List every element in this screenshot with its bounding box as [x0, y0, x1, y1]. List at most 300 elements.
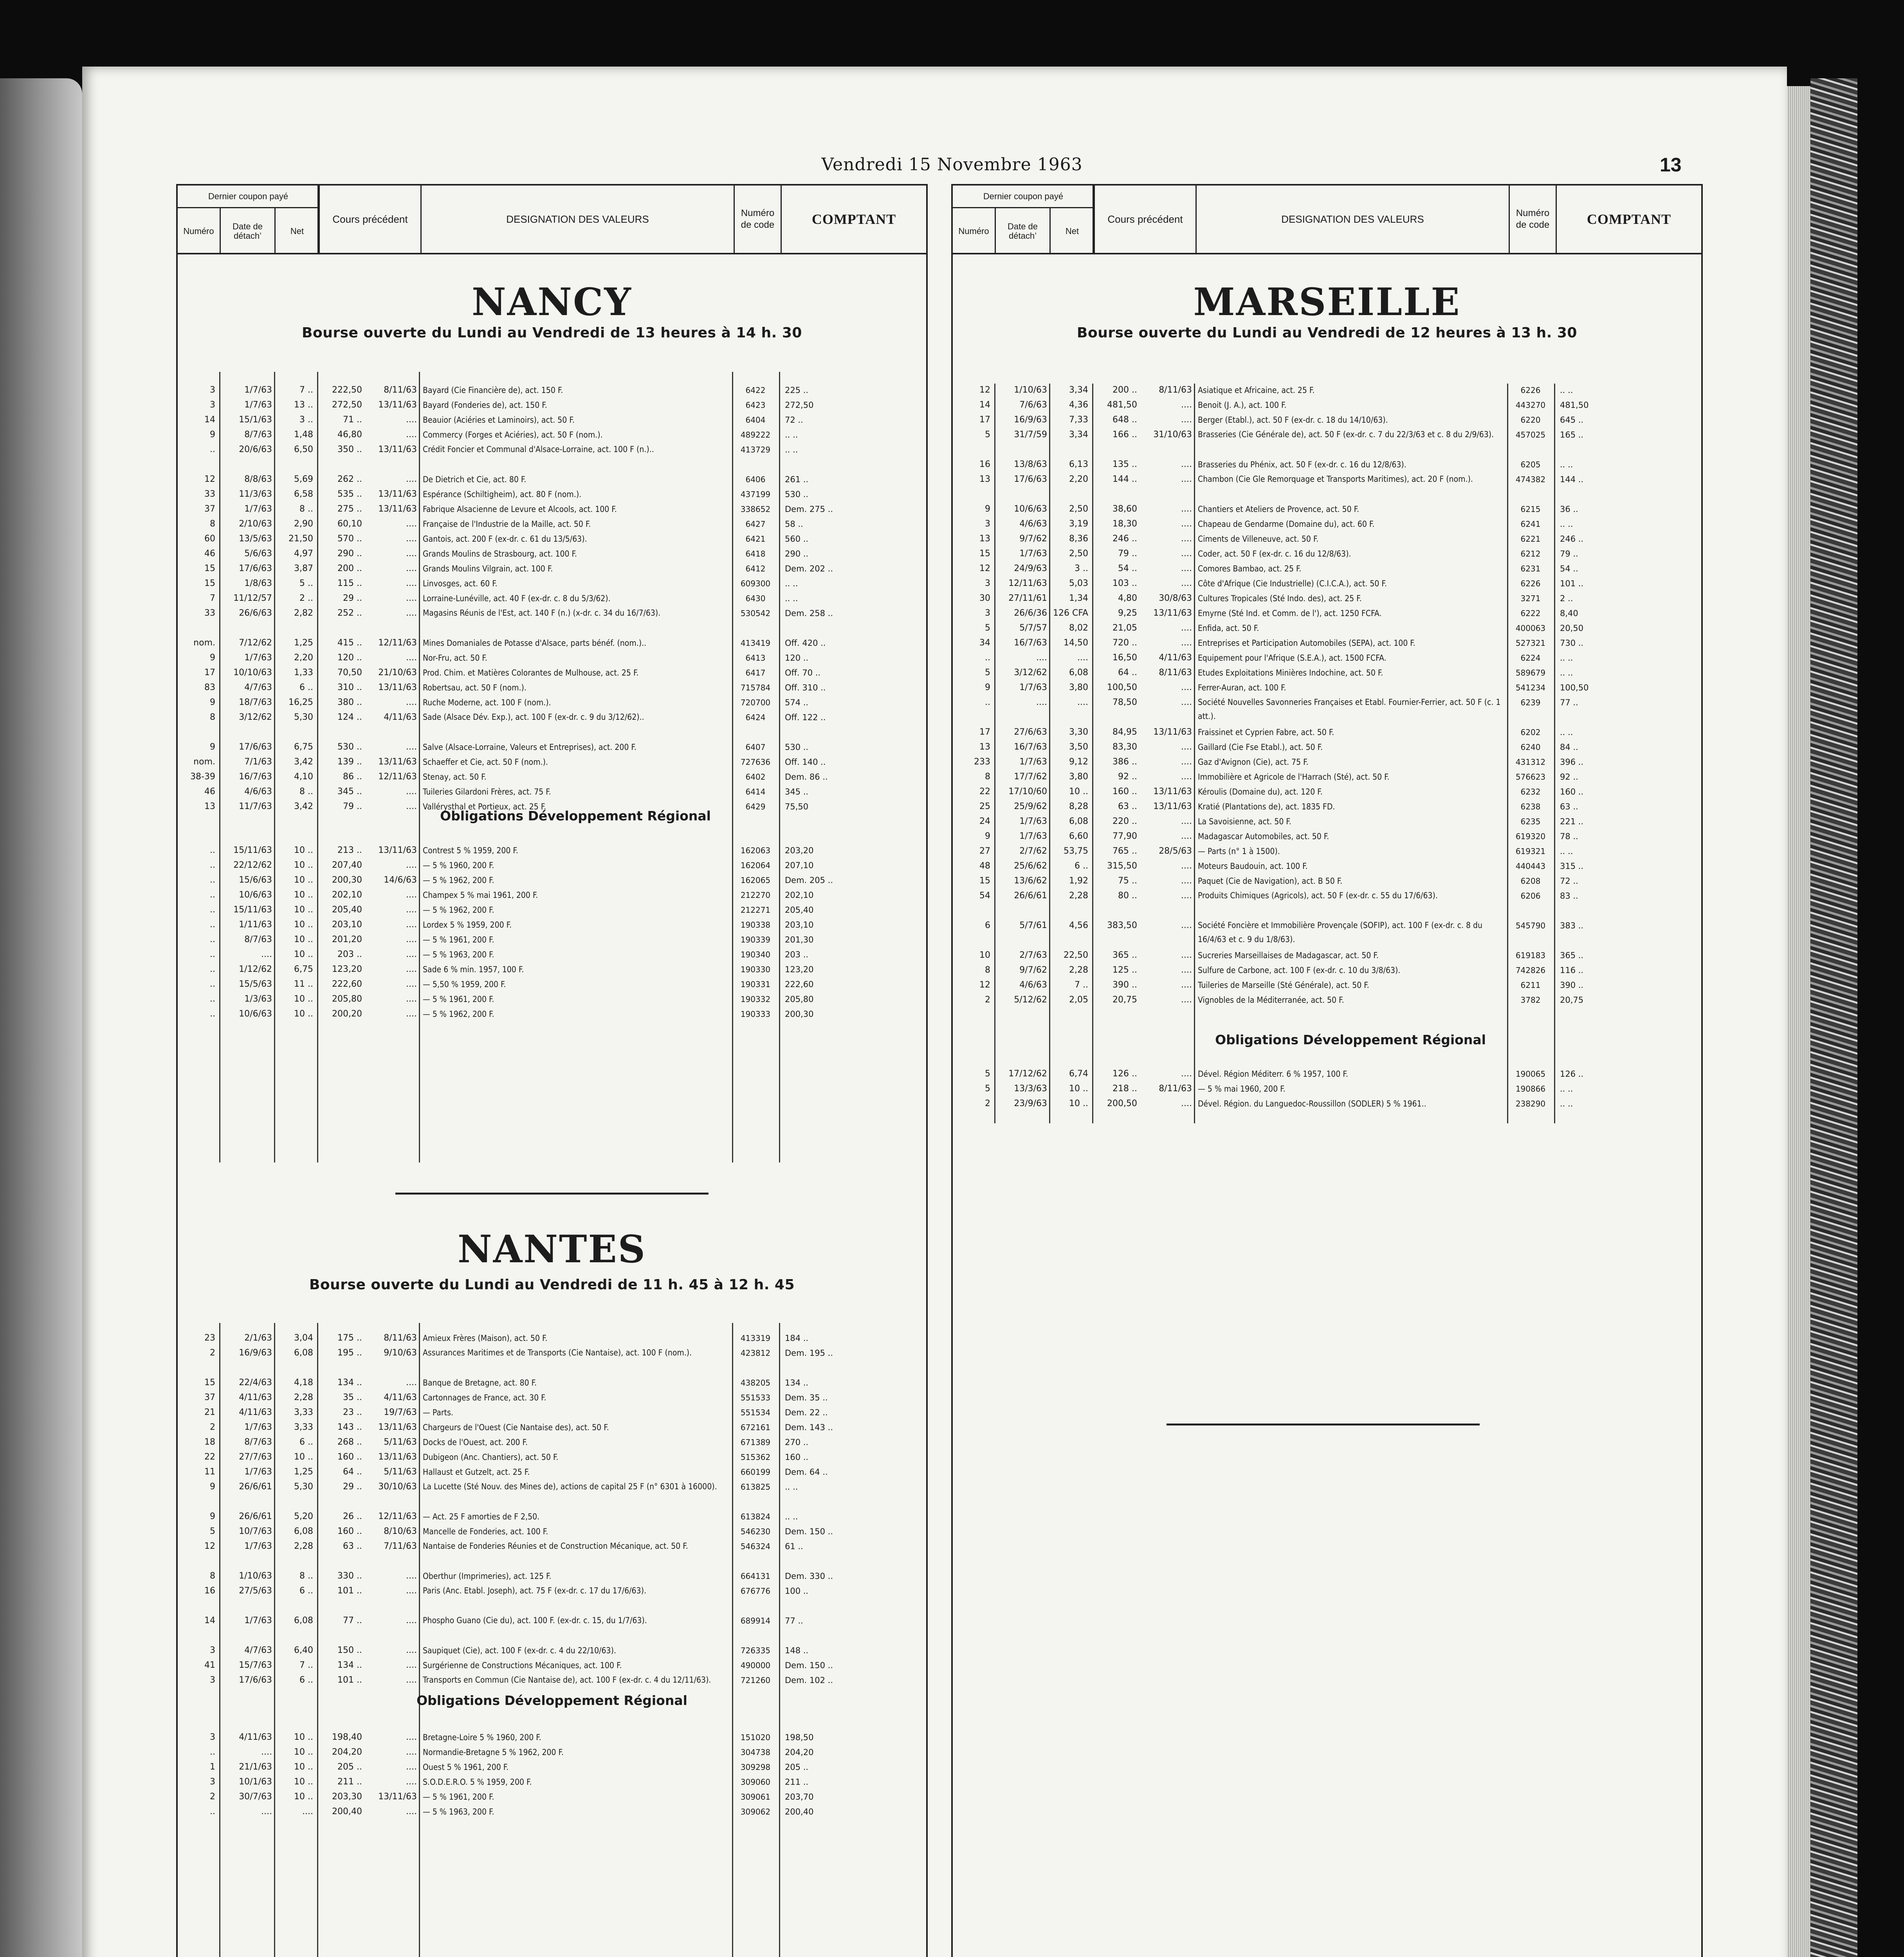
cell-net: 2,28: [294, 1541, 313, 1551]
cell-designation: Comores Bambao, act. 25 F.: [1198, 564, 1302, 573]
cell-numero: 5: [985, 1084, 990, 1094]
cell-net: 5,30: [294, 1482, 313, 1492]
cell-date: ....: [1036, 697, 1047, 707]
nantes-title: NANTES: [458, 1227, 646, 1271]
marseille-subtitle: Bourse ouverte du Lundi au Vendredi de 12 heures à 13 h. 30: [1077, 325, 1577, 341]
cell-date: 17/6/63: [239, 742, 272, 752]
cell-code: 6206: [1520, 891, 1541, 901]
cell-date: 11/7/63: [239, 802, 272, 811]
cell-cours-date: ....: [406, 415, 417, 425]
cell-net: 8,36: [1069, 534, 1088, 544]
cell-net: 5 ..: [299, 578, 313, 588]
cell-numero: 13: [979, 742, 990, 752]
cell-cours-date: ....: [406, 742, 417, 752]
cell-net: 8 ..: [299, 1571, 313, 1581]
table-row: [176, 1730, 928, 1745]
cell-comptant: .. ..: [1560, 519, 1573, 529]
cell-designation: Fabrique Alsacienne de Levure et Alcools, act. 100 F.: [423, 505, 617, 514]
cell-numero: 22: [204, 1452, 215, 1462]
cell-cours: 9,25: [1118, 608, 1137, 618]
cell-comptant: 120 ..: [785, 653, 809, 663]
cell-net: 2 ..: [299, 593, 313, 603]
cell-net: 5,03: [1069, 578, 1088, 588]
cell-date: 4/6/63: [1019, 980, 1047, 990]
cell-designation: Espérance (Schiltigheim), act. 80 F (nom.).: [423, 490, 582, 499]
cell-code: 413319: [740, 1333, 771, 1343]
cell-numero: 18: [204, 1437, 215, 1447]
cell-net: 2,82: [294, 608, 313, 618]
cell-numero: 27: [979, 846, 990, 856]
cell-code: 6414: [745, 787, 766, 796]
cell-code: 720700: [740, 698, 771, 707]
table-row: [951, 546, 1703, 561]
cell-code: 190340: [740, 950, 771, 959]
cell-designation: Paquet (Cie de Navigation), act. B 50 F.: [1198, 876, 1343, 886]
cell-comptant: Dem. 202 ..: [785, 564, 833, 573]
table-row: [951, 963, 1703, 978]
table-row: [951, 769, 1703, 784]
cell-cours: 218 ..: [1112, 1084, 1137, 1094]
cell-date: 5/6/63: [244, 549, 272, 559]
cell-date: 1/7/63: [1019, 683, 1047, 692]
cell-net: 10 ..: [294, 860, 313, 870]
cell-designation: — 5 % mai 1960, 200 F.: [1198, 1084, 1286, 1094]
cell-comptant: 72 ..: [1560, 876, 1578, 886]
cell-numero: 8: [985, 965, 990, 975]
cell-date: 27/5/63: [239, 1586, 272, 1596]
cell-numero: 46: [204, 549, 215, 559]
cell-cours: 203,30: [332, 1792, 362, 1802]
cell-numero: 15: [204, 564, 215, 573]
cell-cours-date: ....: [406, 1747, 417, 1757]
cell-cours-date: ....: [1181, 831, 1192, 841]
col-designation: DESIGNATION DES VALEURS: [420, 186, 734, 253]
cell-designation: Crédit Foncier et Communal d'Alsace-Lorraine, act. 100 F (n.)..: [423, 445, 654, 454]
cell-designation: Française de l'Industrie de la Maille, act. 50 F.: [423, 519, 591, 529]
cell-code: 742826: [1515, 966, 1546, 975]
cell-cours-date: 28/5/63: [1159, 846, 1192, 856]
cell-cours-date: ....: [1181, 474, 1192, 484]
cell-net: 14,50: [1064, 638, 1088, 648]
col-numero: Numéro: [953, 208, 996, 254]
cell-date: 10/1/63: [239, 1777, 272, 1787]
cell-cours: 211 ..: [337, 1777, 362, 1787]
cell-date: 30/7/63: [239, 1792, 272, 1802]
cell-comptant: Dem. 102 ..: [785, 1676, 833, 1685]
cell-comptant: Dem. 195 ..: [785, 1348, 833, 1358]
cell-net: 3 ..: [1075, 564, 1088, 573]
cell-comptant: 246 ..: [1560, 534, 1584, 544]
cell-comptant: 78 ..: [1560, 832, 1578, 841]
cell-numero: 9: [985, 683, 990, 692]
cell-comptant: 345 ..: [785, 787, 809, 796]
cell-cours-date: 13/11/63: [378, 1422, 417, 1432]
cell-net: 2,28: [1069, 965, 1088, 975]
cell-net: 7 ..: [1075, 980, 1088, 990]
cell-cours: 386 ..: [1112, 757, 1137, 767]
table-row: [951, 725, 1703, 740]
cell-date: 8/7/63: [244, 430, 272, 440]
cell-comptant: 201,30: [785, 935, 814, 944]
cell-date: 22/12/62: [233, 860, 272, 870]
table-row: [176, 1420, 928, 1435]
marseille-obligations-rows: [951, 1067, 1703, 1111]
cell-date: 1/7/63: [244, 653, 272, 663]
cell-date: 7/6/63: [1019, 400, 1047, 410]
cell-cours-date: ....: [1181, 965, 1192, 975]
cell-code: 190330: [740, 965, 771, 974]
cell-designation: Lorraine-Lunéville, act. 40 F (ex-dr. c. 8 du 5/3/62).: [423, 594, 611, 603]
cell-net: 1,25: [294, 1467, 313, 1477]
cell-code: 6220: [1520, 415, 1541, 425]
cell-designation: Schaeffer et Cie, act. 50 F (nom.).: [423, 757, 548, 767]
cell-date: 10/6/63: [1014, 504, 1047, 514]
cell-comptant: 77 ..: [785, 1616, 803, 1625]
cell-code: 515362: [740, 1452, 771, 1462]
cell-cours: 365 ..: [1112, 950, 1137, 960]
cell-designation: Entreprises et Participation Automobiles (SEPA), act. 100 F.: [1198, 638, 1415, 648]
cell-code: 551533: [740, 1393, 771, 1402]
table-row: [176, 1658, 928, 1673]
cell-code: 672161: [740, 1423, 771, 1432]
cell-cours: 166 ..: [1112, 430, 1137, 440]
cell-date: 17/12/62: [1008, 1069, 1047, 1079]
table-row: [176, 1613, 928, 1643]
cell-comptant: Dem. 258 ..: [785, 609, 833, 618]
table-row: [951, 978, 1703, 993]
cell-cours: 720 ..: [1112, 638, 1137, 648]
cell-cours: 530 ..: [337, 742, 362, 752]
cell-designation: Sucreries Marseillaises de Madagascar, act. 50 F.: [1198, 951, 1379, 960]
table-row: [951, 665, 1703, 680]
cell-date: 1/7/63: [244, 1467, 272, 1477]
table-row: [951, 636, 1703, 651]
table-row: [176, 1435, 928, 1450]
cell-cours-date: ....: [406, 608, 417, 618]
cell-designation: Normandie-Bretagne 5 % 1962, 200 F.: [423, 1748, 564, 1757]
cell-comptant: .. ..: [785, 445, 798, 454]
cell-designation: Chargeurs de l'Ouest (Cie Nantaise des), act. 50 F.: [423, 1423, 609, 1432]
table-row: [951, 651, 1703, 665]
table-row: [176, 1346, 928, 1375]
cell-cours: 160 ..: [337, 1526, 362, 1536]
cell-designation: Benoit (J. A.), act. 100 F.: [1198, 400, 1287, 410]
cell-numero: 15: [979, 876, 990, 886]
nantes-obligations-rows: [176, 1730, 928, 1819]
cell-comptant: 730 ..: [1560, 638, 1584, 648]
cell-comptant: 2 ..: [1560, 594, 1573, 603]
cell-comptant: 383 ..: [1560, 921, 1584, 930]
cell-cours-date: ....: [406, 1732, 417, 1742]
cell-designation: Emyrne (Sté Ind. et Comm. de l'), act. 1250 FCFA.: [1198, 609, 1382, 618]
cell-comptant: 200,30: [785, 1009, 814, 1019]
cell-designation: Chapeau de Gendarme (Domaine du), act. 60 F.: [1198, 519, 1375, 529]
cell-designation: Contrest 5 % 1959, 200 F.: [423, 846, 518, 855]
table-row: [951, 427, 1703, 457]
cell-cours-date: ....: [1181, 950, 1192, 960]
cell-date: 26/6/36: [1014, 608, 1047, 618]
cell-numero: 16: [979, 460, 990, 469]
cell-designation: Ferrer-Auran, act. 100 F.: [1198, 683, 1286, 692]
cell-designation: Cultures Tropicales (Sté Indo. des), act. 25 F.: [1198, 594, 1362, 603]
table-row: [951, 784, 1703, 799]
cell-cours: 205,80: [332, 994, 362, 1004]
col-net: Net: [290, 226, 304, 236]
cell-cours: 268 ..: [337, 1437, 362, 1447]
cell-comptant: Dem. 150 ..: [785, 1527, 833, 1536]
cell-numero: ..: [210, 1009, 215, 1019]
cell-cours: 204,20: [332, 1747, 362, 1757]
cell-code: 541234: [1515, 683, 1546, 692]
cell-designation: Champex 5 % mai 1961, 200 F.: [423, 890, 538, 900]
cell-comptant: Off. 310 ..: [785, 683, 826, 692]
cell-date: 8/7/63: [244, 1437, 272, 1447]
cell-cours-date: 8/10/63: [384, 1526, 417, 1536]
cell-code: 437199: [740, 490, 771, 499]
cell-numero: 83: [204, 683, 215, 692]
cell-cours-date: 8/11/63: [1159, 1084, 1192, 1094]
cell-date: 15/7/63: [239, 1660, 272, 1670]
cell-date: 2/7/62: [1019, 846, 1047, 856]
cell-comptant: 144 ..: [1560, 475, 1584, 484]
cell-net: 8 ..: [299, 787, 313, 796]
cell-numero: 8: [210, 519, 215, 529]
cell-designation: Prod. Chim. et Matières Colorantes de Mulhouse, act. 25 F.: [423, 668, 639, 678]
cell-cours: 350 ..: [337, 445, 362, 454]
table-row: [951, 680, 1703, 695]
cell-net: 2,50: [1069, 549, 1088, 559]
cell-cours: 79 ..: [1118, 549, 1137, 559]
cell-cours: 310 ..: [337, 683, 362, 692]
cell-date: 4/11/63: [239, 1732, 272, 1742]
cell-code: 613825: [740, 1482, 771, 1492]
cell-numero: 23: [204, 1333, 215, 1343]
cell-numero: 5: [985, 623, 990, 633]
cell-numero: ..: [210, 890, 215, 900]
table-row: [176, 665, 928, 680]
cell-code: 671389: [740, 1438, 771, 1447]
cell-comptant: 116 ..: [1560, 966, 1584, 975]
cell-code: 443270: [1515, 400, 1546, 410]
cell-designation: — Parts (n° 1 à 1500).: [1198, 847, 1280, 856]
cell-cours: 120 ..: [337, 653, 362, 663]
cell-date: ....: [261, 1747, 272, 1757]
cell-designation: Stenay, act. 50 F.: [423, 772, 487, 782]
cell-cours: 765 ..: [1112, 846, 1137, 856]
cell-numero: 12: [979, 980, 990, 990]
cell-cours: 383,50: [1107, 921, 1137, 930]
cell-cours-date: ....: [1181, 757, 1192, 767]
cell-date: 1/12/62: [239, 964, 272, 974]
cell-code: 715784: [740, 683, 771, 692]
cell-cours-date: 13/11/63: [1153, 787, 1192, 796]
table-row: [951, 1096, 1703, 1111]
cell-numero: 48: [979, 861, 990, 871]
cell-net: 6,08: [294, 1526, 313, 1536]
cell-code: 440443: [1515, 861, 1546, 871]
cell-cours: 123,20: [332, 964, 362, 974]
cell-cours: 144 ..: [1112, 474, 1137, 484]
cell-numero: 38-39: [190, 772, 215, 782]
cell-cours-date: ....: [406, 935, 417, 944]
table-row: [176, 888, 928, 903]
cell-cours: 101 ..: [337, 1675, 362, 1685]
cell-cours: 213 ..: [337, 845, 362, 855]
cell-cours-date: ....: [1181, 564, 1192, 573]
table-row: [951, 948, 1703, 963]
cell-code: 527321: [1515, 638, 1546, 648]
cell-comptant: 203,10: [785, 920, 814, 930]
cell-cours: 18,30: [1112, 519, 1137, 529]
cell-date: 4/11/63: [239, 1393, 272, 1402]
cell-cours-date: 7/11/63: [384, 1541, 417, 1551]
cell-cours-date: ....: [406, 950, 417, 959]
table-row: [951, 740, 1703, 755]
cell-net: 4,10: [294, 772, 313, 782]
cell-code: 676776: [740, 1586, 771, 1596]
cell-date: 24/9/63: [1014, 564, 1047, 573]
cell-date: 1/10/63: [1014, 385, 1047, 395]
cell-cours: 201,20: [332, 935, 362, 944]
cell-date: 1/11/63: [239, 920, 272, 930]
cell-date: 16/9/63: [239, 1348, 272, 1358]
cell-code: 6224: [1520, 653, 1541, 663]
col-net: Net: [1065, 226, 1079, 236]
cell-comptant: 205 ..: [785, 1762, 809, 1772]
cell-code: 6417: [745, 668, 766, 678]
cell-net: 4,97: [294, 549, 313, 559]
table-row: [176, 502, 928, 517]
cell-designation: Brasseries du Phénix, act. 50 F (ex-dr. c. 16 du 12/8/63).: [1198, 460, 1406, 469]
cell-code: 619321: [1515, 847, 1546, 856]
cell-date: 26/6/61: [239, 1482, 272, 1492]
cell-numero: 3: [985, 578, 990, 588]
cell-code: 6413: [745, 653, 766, 663]
cell-cours: 29 ..: [343, 1482, 362, 1492]
cell-cours: 103 ..: [1112, 578, 1137, 588]
table-row: [951, 621, 1703, 636]
cell-date: 17/10/60: [1008, 787, 1047, 796]
cell-cours-date: 8/11/63: [1159, 385, 1192, 395]
cell-cours: 63 ..: [1118, 802, 1137, 811]
cell-designation: Madagascar Automobiles, act. 50 F.: [1198, 832, 1329, 841]
cell-designation: Côte d'Afrique (Cie Industrielle) (C.I.C.A.), act. 50 F.: [1198, 579, 1387, 588]
cell-designation: Dével. Région Méditerr. 6 % 1957, 100 F.: [1198, 1069, 1348, 1079]
cell-designation: Beauior (Aciéries et Laminoirs), act. 50 F.: [423, 415, 575, 425]
table-row: [176, 1760, 928, 1775]
cell-net: 6 ..: [299, 1586, 313, 1596]
cell-date: 16/9/63: [1014, 415, 1047, 425]
cell-numero: ..: [985, 653, 990, 663]
cell-numero: 3: [210, 1777, 215, 1787]
cell-designation: Bayard (Cie Financière de), act. 150 F.: [423, 386, 563, 395]
cell-cours-date: 4/11/63: [384, 1393, 417, 1402]
cell-cours-date: 30/10/63: [378, 1482, 417, 1492]
cell-code: 6211: [1520, 980, 1541, 990]
table-row: [951, 829, 1703, 844]
cell-designation: De Dietrich et Cie, act. 80 F.: [423, 475, 526, 484]
cell-date: 16/7/63: [239, 772, 272, 782]
cell-date: 1/7/63: [1019, 831, 1047, 841]
cell-code: 413419: [740, 638, 771, 648]
section-divider: [395, 1193, 709, 1195]
cell-comptant: 83 ..: [1560, 891, 1578, 901]
cell-cours-date: ....: [406, 1378, 417, 1388]
cell-designation: Ouest 5 % 1961, 200 F.: [423, 1762, 509, 1772]
cell-date: 15/1/63: [239, 415, 272, 425]
cell-comptant: 61 ..: [785, 1542, 803, 1551]
cell-designation: Berger (Etabl.), act. 50 F (ex-dr. c. 18 du 14/10/63).: [1198, 415, 1388, 425]
cell-cours-date: ....: [406, 1586, 417, 1596]
table-row: [176, 472, 928, 487]
cell-date: 1/7/63: [244, 385, 272, 395]
cell-comptant: Off. 122 ..: [785, 713, 826, 722]
table-row: [176, 427, 928, 442]
table-row: [176, 1465, 928, 1479]
cell-date: 25/6/62: [1014, 861, 1047, 871]
cell-cours-date: 13/11/63: [378, 489, 417, 499]
cell-code: 6427: [745, 519, 766, 529]
table-row: [176, 977, 928, 992]
cell-date: 4/7/63: [244, 683, 272, 692]
table-row: [176, 932, 928, 947]
table-row: [176, 947, 928, 962]
cell-code: 6412: [745, 564, 766, 573]
cell-cours-date: ....: [406, 890, 417, 900]
cell-numero: 2: [985, 1099, 990, 1108]
cell-numero: 25: [979, 802, 990, 811]
cell-net: 6,08: [1069, 668, 1088, 678]
cell-net: 3,19: [1069, 519, 1088, 529]
cell-net: 10 ..: [294, 875, 313, 885]
cell-designation: Bayard (Fonderies de), act. 150 F.: [423, 400, 547, 410]
cell-net: 7 ..: [299, 1660, 313, 1670]
cell-date: 26/6/63: [239, 608, 272, 618]
cell-cours: 175 ..: [337, 1333, 362, 1343]
cell-date: 15/5/63: [239, 979, 272, 989]
cell-cours-date: ....: [406, 1571, 417, 1581]
cell-net: 2,28: [294, 1393, 313, 1402]
cell-cours-date: ....: [406, 653, 417, 663]
col-coupon: Dernier coupon payé: [953, 186, 1094, 208]
cell-cours-date: 31/10/63: [1153, 430, 1192, 440]
cell-code: 660199: [740, 1467, 771, 1477]
cell-designation: Ciments de Villeneuve, act. 50 F.: [1198, 534, 1319, 544]
cell-designation: Moteurs Baudouin, act. 100 F.: [1198, 861, 1308, 871]
cell-cours: 26 ..: [343, 1512, 362, 1521]
cell-code: 530542: [740, 609, 771, 618]
cell-cours-date: ....: [1181, 697, 1192, 707]
cell-comptant: 54 ..: [1560, 564, 1578, 573]
cell-numero: 46: [204, 787, 215, 796]
cell-numero: 8: [210, 1571, 215, 1581]
cell-net: 1,48: [294, 430, 313, 440]
cell-cours: 390 ..: [1112, 980, 1137, 990]
cell-cours-date: 13/11/63: [378, 504, 417, 514]
cell-designation: Tuileries de Marseille (Sté Générale), act. 50 F.: [1198, 980, 1369, 990]
cell-cours: 78,50: [1112, 697, 1137, 707]
table-row: [176, 561, 928, 576]
cell-cours-date: 13/11/63: [378, 445, 417, 454]
marseille-rows: [951, 383, 1703, 1007]
cell-date: 10/6/63: [239, 1009, 272, 1019]
cell-comptant: 92 ..: [1560, 772, 1578, 782]
cell-numero: 2: [985, 995, 990, 1005]
cell-net: 3,33: [294, 1407, 313, 1417]
table-row: [176, 1569, 928, 1584]
cell-cours-date: ....: [406, 430, 417, 440]
cell-designation: Sade 6 % min. 1957, 100 F.: [423, 965, 524, 974]
